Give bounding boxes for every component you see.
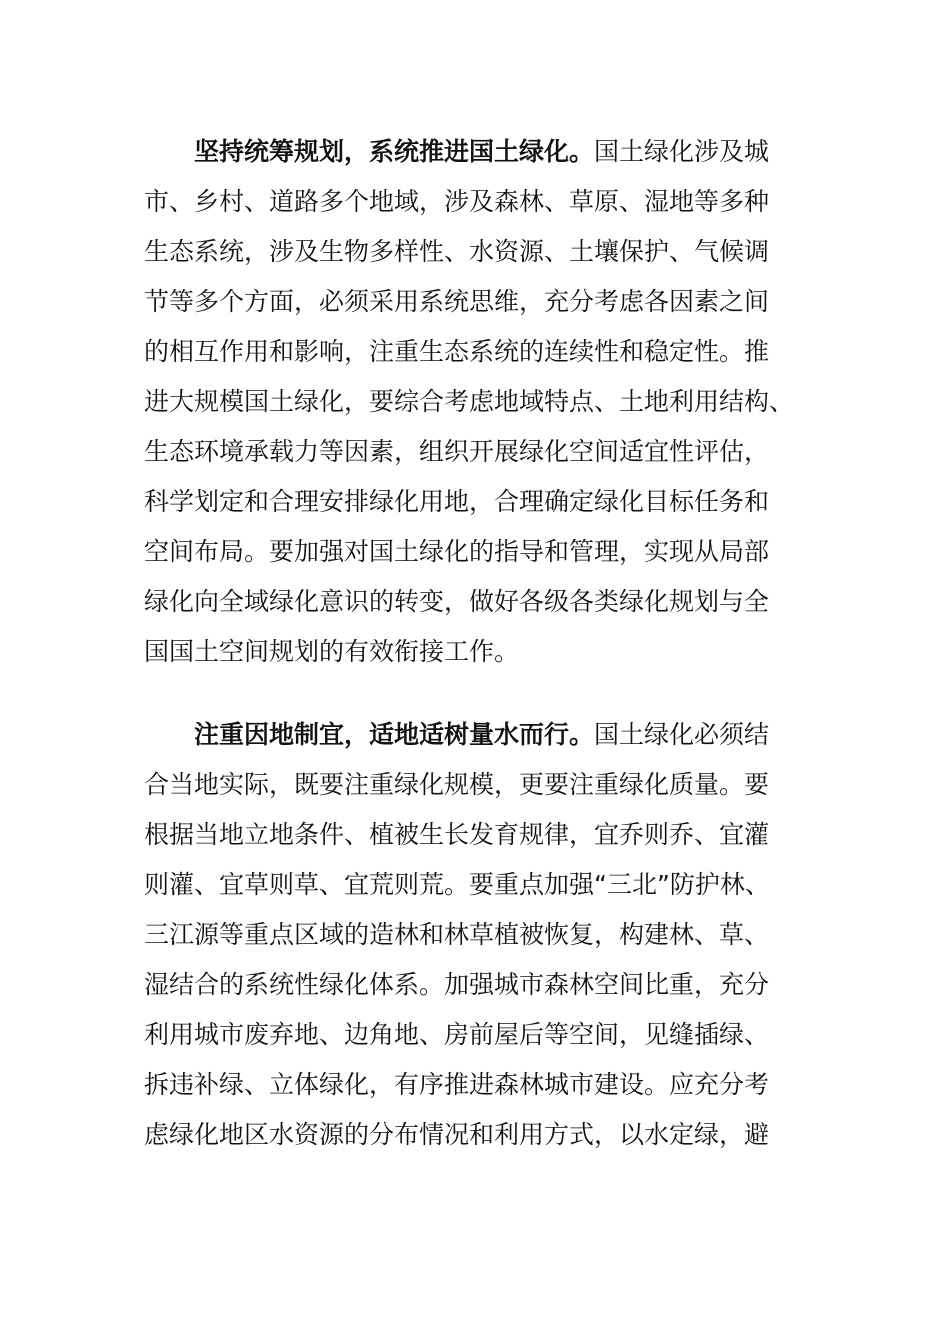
paragraph-text: 国土绿化必须结 bbox=[594, 720, 770, 749]
paragraph-line: 科学划定和合理安排绿化用地，合理确定绿化目标任务和 bbox=[144, 487, 770, 516]
paragraph-line: 的相互作用和影响，注重生态系统的连续性和稳定性。推 bbox=[144, 337, 770, 366]
paragraph-lead-heading: 注重因地制宜，适地适树量水而行。 bbox=[194, 720, 595, 749]
paragraph-line: 生态环境承载力等因素，组织开展绿化空间适宜性评估， bbox=[144, 437, 770, 466]
paragraph-line: 空间布局。要加强对国土绿化的指导和管理，实现从局部 bbox=[144, 537, 770, 566]
paragraph-first-line bbox=[144, 710, 792, 760]
paragraph-line: 虑绿化地区水资源的分布情况和利用方式，以水定绿，避 bbox=[144, 1120, 770, 1149]
paragraph-line: 生态系统，涉及生物多样性、水资源、土壤保护、气候调 bbox=[144, 237, 770, 266]
paragraph-line: 根据当地立地条件、植被生长发育规律，宜乔则乔、宜灌 bbox=[144, 820, 770, 849]
paragraph-line: 利用城市废弃地、边角地、房前屋后等空间，见缝插绿、 bbox=[144, 1020, 770, 1049]
paragraph-line: 湿结合的系统性绿化体系。加强城市森林空间比重，充分 bbox=[144, 970, 770, 999]
paragraph-text: 国土绿化涉及城 bbox=[594, 137, 770, 166]
paragraph-local-conditions bbox=[144, 710, 792, 1160]
paragraph-line: 进大规模国土绿化，要综合考虑地域特点、土地利用结构、 bbox=[144, 387, 795, 416]
paragraph-line: 市、乡村、道路多个地域，涉及森林、草原、湿地等多种 bbox=[144, 187, 770, 216]
paragraph-line: 节等多个方面，必须采用系统思维，充分考虑各因素之间 bbox=[144, 287, 770, 316]
paragraph-line: 合当地实际，既要注重绿化规模，更要注重绿化质量。要 bbox=[144, 770, 770, 799]
paragraph-lead-heading: 坚持统筹规划，系统推进国土绿化。 bbox=[194, 137, 595, 166]
paragraph-line: 三江源等重点区域的造林和林草植被恢复，构建林、草、 bbox=[144, 920, 770, 949]
paragraph-line: 国国土空间规划的有效衔接工作。 bbox=[144, 637, 520, 666]
paragraph-line: 则灌、宜草则草、宜荒则荒。要重点加强“三北”防护林、 bbox=[144, 870, 770, 899]
paragraph-land-greening-planning bbox=[144, 127, 795, 677]
paragraph-line: 绿化向全域绿化意识的转变，做好各级各类绿化规划与全 bbox=[144, 587, 770, 616]
paragraph-line: 拆违补绿、立体绿化，有序推进森林城市建设。应充分考 bbox=[144, 1070, 770, 1099]
paragraph-first-line bbox=[144, 127, 792, 177]
